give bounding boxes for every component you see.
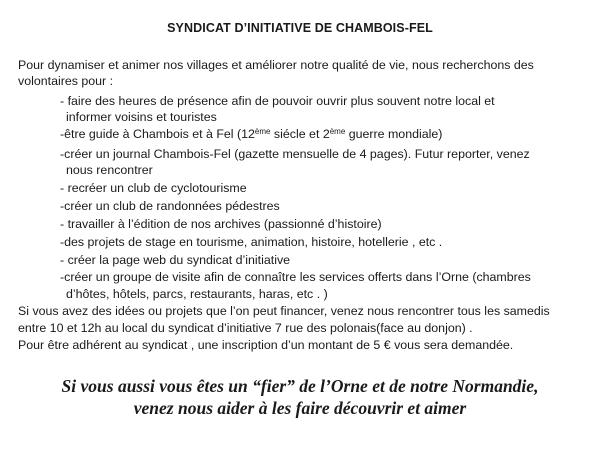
list-item-3-cont: nous rencontrer (66, 163, 153, 177)
list-item-8: - créer la page web du syndicat d’initiative (60, 253, 291, 267)
slogan-line-2: venez nous aider à les faire découvrir et aimer (133, 398, 467, 418)
outro-line-3: Pour être adhérent au syndicat , une inscription d’un montant de 5 € vous sera demandée. (18, 338, 514, 352)
list-item-7: -des projets de stage en tourisme, animation, histoire, hotellerie , etc . (60, 235, 443, 249)
document-title: SYNDICAT D’INITIATIVE DE CHAMBOIS-FEL (167, 21, 433, 35)
list-item-9: -créer un groupe de visite afin de connaître les services offerts dans l’Orne (chambres (60, 270, 531, 284)
intro-line-1: Pour dynamiser et animer nos villages et améliorer notre qualité de vie, nous recherchons des (18, 58, 534, 72)
outro-line-2: entre 10 et 12h au local du syndicat d’initiative 7 rue des polonais(face au donjon) . (18, 321, 473, 335)
list-item-2 (60, 126, 442, 142)
century-ordinal-2: ème (329, 127, 346, 136)
list-item-5: -créer un club de randonnées pédestres (60, 199, 280, 213)
list-item-4: - recréer un club de cyclotourisme (60, 181, 247, 195)
list-item-2-text-c: guerre mondiale) (345, 127, 443, 141)
century-ordinal-1: ème (254, 127, 271, 136)
slogan-line-1: Si vous aussi vous êtes un “fier” de l’Orne et de notre Normandie, (61, 376, 539, 396)
intro-line-2: volontaires pour : (18, 74, 114, 88)
list-item-3: -créer un journal Chambois-Fel (gazette mensuelle de 4 pages). Futur reporter, venez (60, 147, 530, 161)
list-item-1: - faire des heures de présence afin de pouvoir ouvrir plus souvent notre local et (60, 94, 495, 108)
list-item-2-text-a: -être guide à Chambois et à Fel (12 (60, 127, 255, 141)
list-item-1-cont: informer voisins et touristes (66, 110, 217, 124)
list-item-2-text-b: siécle et 2 (270, 127, 330, 141)
outro-line-1: Si vous avez des idées ou projets que l’on peut financer, venez nous rencontrer tous les samedis (18, 304, 550, 318)
list-item-6: - travailler à l’édition de nos archives (passionné d’histoire) (60, 217, 382, 231)
list-item-9-cont: d’hôtes, hôtels, parcs, restaurants, haras, etc . ) (66, 287, 328, 301)
